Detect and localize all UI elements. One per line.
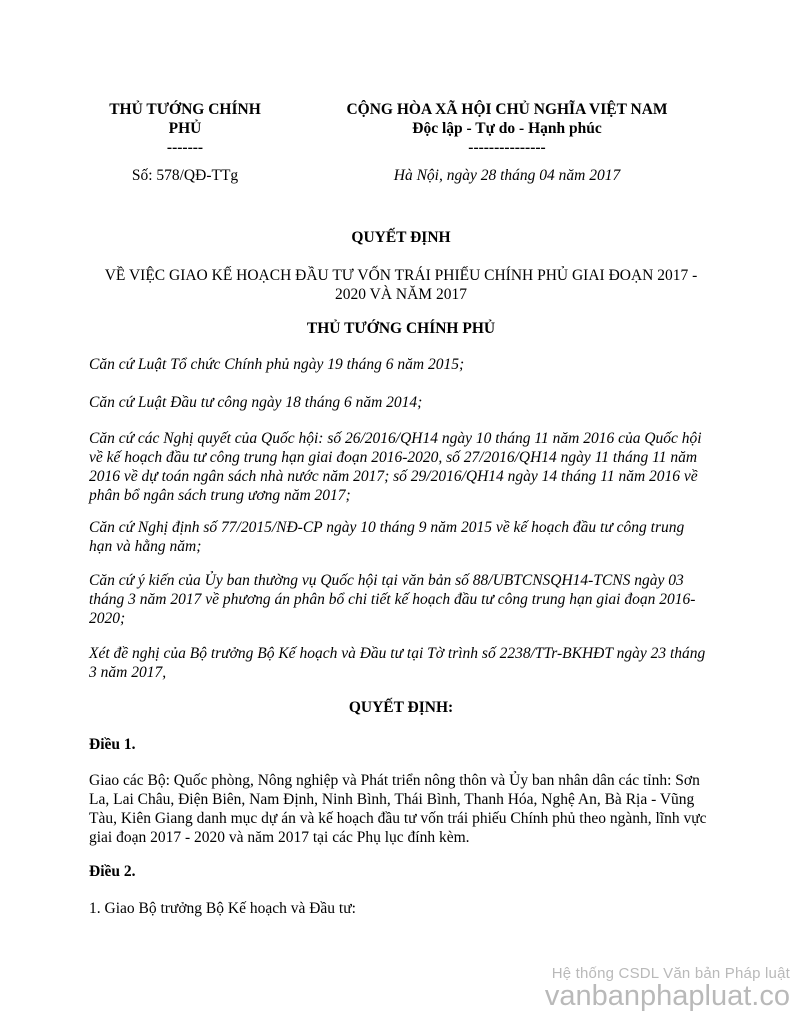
- issuer-heading: THỦ TƯỚNG CHÍNH PHỦ: [306, 320, 496, 337]
- article-2-item-1: 1. Giao Bộ trưởng Bộ Kế hoạch và Đầu tư:: [89, 900, 356, 917]
- proposal-basis: Xét đề nghị của Bộ trưởng Bộ Kế hoạch và Đầu tư tại Tờ trình số 2238/TTr-BKHĐT ngày 23 tháng 3 năm 2017,: [89, 645, 706, 681]
- legal-basis-5: Căn cứ ý kiến của Ủy ban thường vụ Quốc hội tại văn bản số 88/UBTCNSQH14-TCNS ngày 03 tháng 3 năm 2017 về phương án phân bổ chi tiết kế hoạch đầu tư công trung hạn giai đoạn 2016-2020;: [89, 572, 696, 627]
- document-header: [89, 100, 713, 190]
- article-1-text: Giao các Bộ: Quốc phòng, Nông nghiệp và Phát triển nông thôn và Ủy ban nhân dân các tỉnh: Sơn La, Lai Châu, Điện Biên, Nam Định, Ninh Bình, Thái Bình, Thanh Hóa, Nghệ An, Bà Rịa - Vũng Tàu, Kiên Giang danh mục dự án và kế hoạch đầu tư vốn trái phiếu Chính phủ theo ngành, lĩnh vực giai đoạn 2017 - 2020 và năm 2017 tại các Phụ lục đính kèm.: [89, 772, 707, 846]
- agency-divider: -------: [166, 139, 204, 156]
- legal-basis-1: Căn cứ Luật Tổ chức Chính phủ ngày 19 tháng 6 năm 2015;: [89, 356, 465, 373]
- decision-heading: QUYẾT ĐỊNH:: [348, 699, 454, 716]
- agency-name-line2: PHỦ: [168, 120, 202, 137]
- national-motto: [277, 100, 737, 157]
- article-2-title: Điều 2.: [89, 863, 136, 880]
- subject-line-2: 2020 VÀ NĂM 2017: [335, 286, 467, 303]
- legal-basis-4: Căn cứ Nghị định số 77/2015/NĐ-CP ngày 10 tháng 9 năm 2015 về kế hoạch đầu tư công trung hạn và hằng năm;: [89, 519, 685, 555]
- watermark-site: vanbanphapluat.co: [544, 980, 790, 1012]
- nation-name: CỘNG HÒA XÃ HỘI CHỦ NGHĨA VIỆT NAM: [346, 101, 668, 118]
- issuing-agency: [89, 100, 281, 157]
- agency-name-line1: THỦ TƯỚNG CHÍNH: [109, 101, 261, 118]
- motto: Độc lập - Tự do - Hạnh phúc: [412, 120, 602, 137]
- watermark-caption: Hệ thống CSDL Văn bản Pháp luật: [551, 965, 790, 982]
- article-1-title: Điều 1.: [89, 736, 136, 753]
- document-subject: [89, 266, 713, 304]
- subject-line-1: VỀ VIỆC GIAO KẾ HOẠCH ĐẦU TƯ VỐN TRÁI PHIẾU CHÍNH PHỦ GIAI ĐOẠN 2017 -: [104, 267, 698, 284]
- motto-divider: ---------------: [468, 139, 546, 156]
- place-and-date: Hà Nội, ngày 28 tháng 04 năm 2017: [393, 167, 621, 184]
- document-number: Số: 578/QĐ-TTg: [131, 167, 239, 184]
- document-type-title: QUYẾT ĐỊNH: [351, 229, 451, 246]
- legal-basis-3: Căn cứ các Nghị quyết của Quốc hội: số 26/2016/QH14 ngày 10 tháng 11 năm 2016 của Quốc hội về kế hoạch đầu tư công trung hạn giai đoạn 2016-2020, số 27/2016/QH14 ngày 11 tháng 11 năm 2016 về dự toán ngân sách nhà nước năm 2017; số 29/2016/QH14 ngày 14 tháng 11 năm 2016 về phân bổ ngân sách trung ương năm 2017;: [89, 430, 702, 504]
- legal-basis-2: Căn cứ Luật Đầu tư công ngày 18 tháng 6 năm 2014;: [89, 394, 423, 411]
